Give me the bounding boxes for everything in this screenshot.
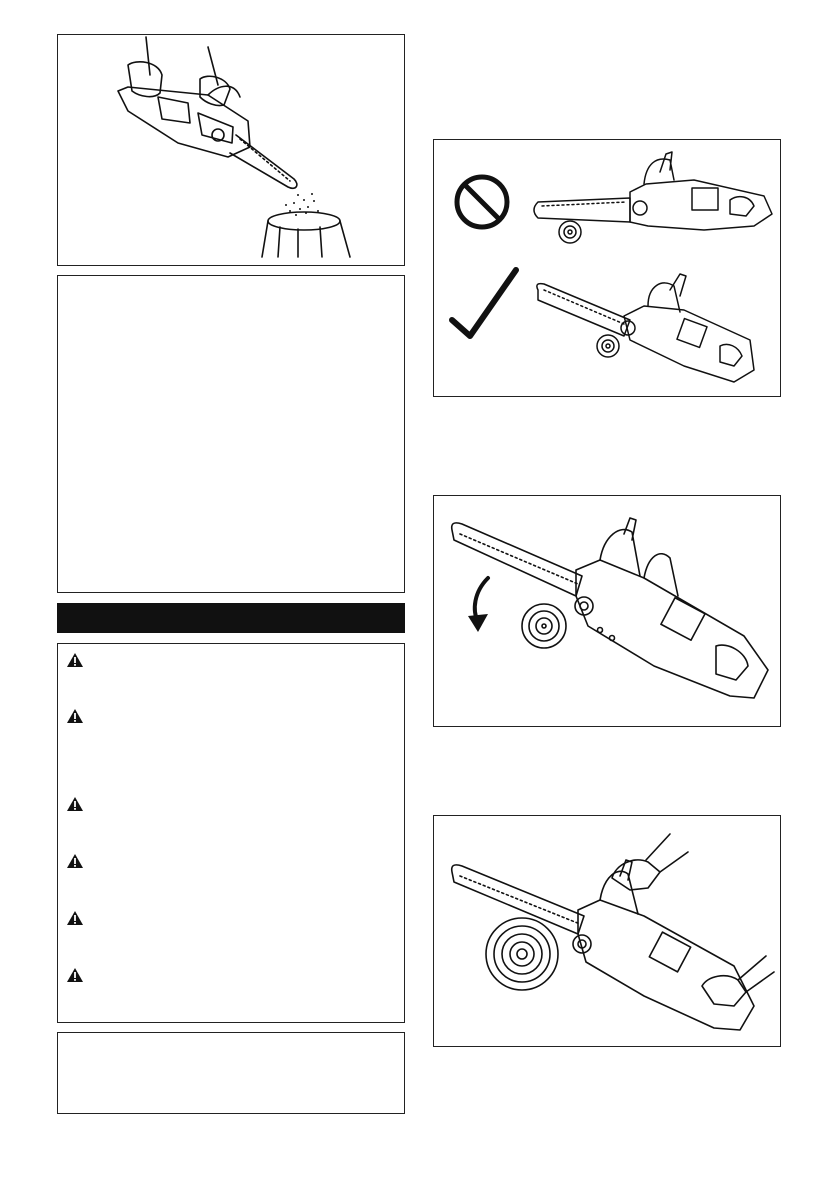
warning-item	[66, 853, 84, 869]
checkmark-icon	[452, 270, 516, 336]
chainsaw-wrong	[534, 152, 772, 243]
warning-triangle-icon	[66, 967, 84, 983]
figure-downward-rotation	[433, 495, 781, 727]
warning-item	[66, 796, 84, 812]
figure-wrong-right-angle	[433, 139, 781, 397]
warning-triangle-icon	[66, 652, 84, 668]
note-box	[57, 275, 405, 593]
two-handed-cut-illustration	[434, 816, 780, 1046]
warning-triangle-icon	[66, 910, 84, 926]
warnings-box	[57, 643, 405, 1023]
warning-item	[66, 708, 84, 724]
warning-triangle-icon	[66, 853, 84, 869]
section-header-bar	[57, 603, 405, 633]
chainsaw-oil-spray-illustration	[58, 35, 404, 265]
warning-item	[66, 967, 84, 983]
curved-arrow-down-icon	[468, 578, 488, 632]
note-box-bottom	[57, 1032, 405, 1114]
downward-rotation-illustration	[434, 496, 780, 726]
warning-triangle-icon	[66, 708, 84, 724]
chainsaw-rotate	[452, 518, 768, 698]
figure-two-handed-cut	[433, 815, 781, 1047]
prohibition-icon	[457, 177, 507, 227]
figure-spray-lubrication	[57, 34, 405, 266]
wrong-right-illustration	[434, 140, 780, 396]
warning-item	[66, 652, 84, 668]
warning-triangle-icon	[66, 796, 84, 812]
warning-item	[66, 910, 84, 926]
chainsaw-right	[537, 274, 754, 382]
chainsaw-two-hands	[452, 834, 774, 1030]
